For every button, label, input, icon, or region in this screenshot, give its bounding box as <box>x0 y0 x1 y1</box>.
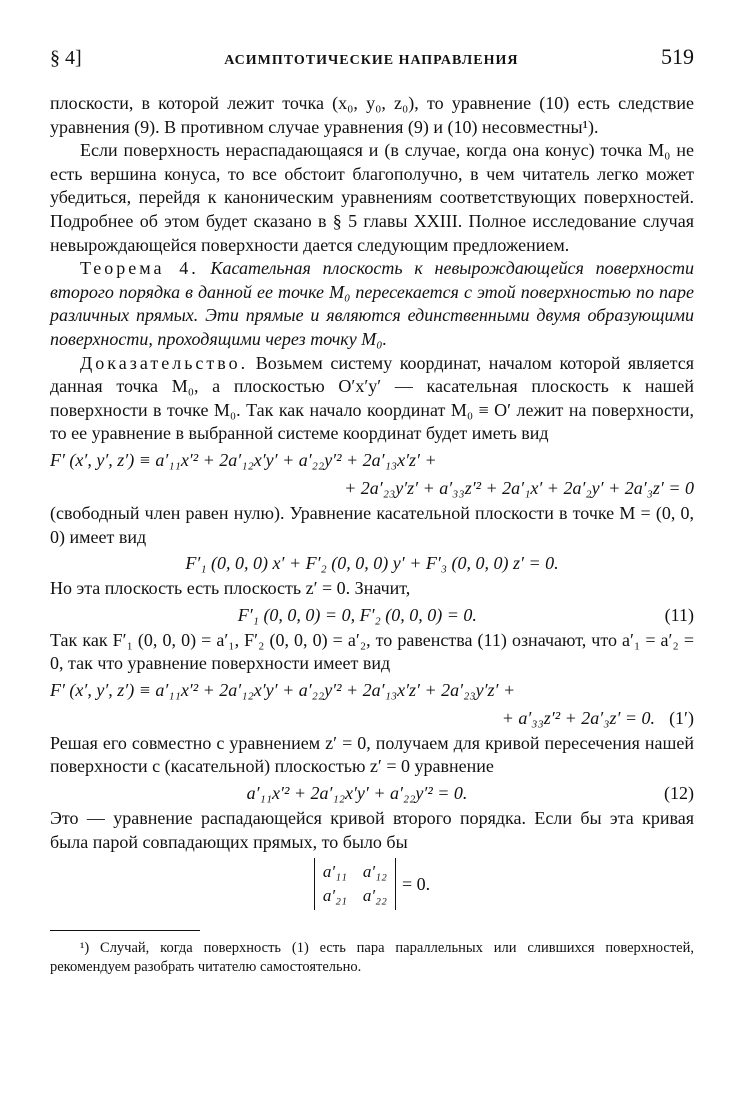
running-title: АСИМПТОТИЧЕСКИЕ НАПРАВЛЕНИЯ <box>224 53 519 68</box>
paragraph-plane-z0: Но эта плоскость есть плоскость z′ = 0. Значит, <box>50 578 411 599</box>
proof <box>50 352 694 446</box>
determinant <box>314 858 396 910</box>
section-number: § 4] <box>50 47 82 69</box>
theorem-4 <box>50 257 694 351</box>
paragraph-coefficients-zero: Так как F′₁ (0, 0, 0) = a′₁, F′₂ (0, 0, 0) = a′₂, то равенства (11) означают, что a′₁ = a′₂ = 0, так что уравнение поверхности имеет вид <box>50 629 694 674</box>
paragraph-tangent-plane: (свободный член равен нулю). Уравнение касательной плоскости в точке M = (0, 0, 0) имеет вид <box>50 502 694 547</box>
equation-11 <box>50 601 694 629</box>
matrix-a21: a′₂₁ <box>322 886 347 906</box>
equation-12 <box>50 779 694 807</box>
paragraph-continuation: плоскости, в которой лежит точка (x₀, y₀, z₀), то уравнение (10) есть следствие уравнения (9). В противном случае уравнения (9) и (10) несовместны¹). <box>50 93 694 137</box>
equation-11-body: F′₁ (0, 0, 0) = 0, F′₂ (0, 0, 0) = 0. <box>237 604 477 625</box>
equation-1prime-line2 <box>50 704 694 732</box>
footnote: ¹) Случай, когда поверхность (1) есть пара параллельных или слившихся поверхностей, рекомендуем разобрать читателю самостоятельно. <box>50 940 694 976</box>
proof-text: Возьмем систему координат, началом которой является данная точка M₀, а плоскостью O′x′y′ — касательная плоскость к нашей поверхности в точке M₀. Так как начало координат M₀ ≡ O′ лежит на поверхности, то ее уравнение в выбранной системе координат будет иметь вид <box>50 352 695 444</box>
paragraph-intersection: Решая его совместно с уравнением z′ = 0, получаем для кривой пересечения нашей поверхности с (касательной) плоскостью z′ = 0 уравнение <box>50 732 694 777</box>
running-head <box>50 44 694 74</box>
equation-11-number: (11) <box>664 604 694 625</box>
matrix-a12: a′₁₂ <box>362 862 387 882</box>
matrix-a11: a′₁₁ <box>322 862 347 882</box>
footnote-rule <box>50 930 200 931</box>
equation-tangent-plane: F′₁ (0, 0, 0) x′ + F′₂ (0, 0, 0) y′ + F′₃ (0, 0, 0) z′ = 0. <box>185 553 559 574</box>
equation-12-number: (12) <box>664 783 694 804</box>
theorem-label: Теорема 4. <box>80 258 199 279</box>
determinant-equation <box>50 858 694 910</box>
page-number: 519 <box>661 44 694 69</box>
equation-surface-line1: F′ (x′, y′, z′) ≡ a′₁₁x′² + 2a′₁₂x′y′ + a′₂₂y′² + 2a′₁₃x′z′ + <box>50 449 437 470</box>
determinant-equals-zero: = 0. <box>401 873 431 894</box>
paragraph-degenerate-curve: Это — уравнение распадающейся кривой второго порядка. Если бы эта кривая была парой совпадающих прямых, то было бы <box>50 808 694 852</box>
theorem-statement: Касательная плоскость к невырождающейся поверхности второго порядка в данной ее точке M₀ пересекается с этой поверхностью по паре различных прямых. Эти прямые и являются единственными двумя образующими поверхности, проходящими через точку M₀. <box>50 258 695 349</box>
proof-label: Доказательство. <box>80 352 249 373</box>
equation-1prime-body: + a′₃₃z′² + 2a′₃z′ = 0. <box>501 707 656 728</box>
equation-12-body: a′₁₁x′² + 2a′₁₂x′y′ + a′₂₂y′² = 0. <box>246 783 468 804</box>
equation-1prime-line1: F′ (x′, y′, z′) ≡ a′₁₁x′² + 2a′₁₂x′y′ + a′₂₂y′² + 2a′₁₃x′z′ + 2a′₂₃y′z′ + <box>50 679 516 700</box>
paragraph-nondegenerate: Если поверхность нераспадающаяся и (в случае, когда она конус) точка M₀ не есть вершина конуса, то все обстоит благополучно, в чем читатель легко может убедиться, перейдя к каноническим уравнениям соответствующих поверхностей. Подробнее об этом будет сказано в § 5 главы XXIII. Полное исследование случая невырождающейся поверхности дается следующим предложением. <box>50 140 694 255</box>
matrix-a22: a′₂₂ <box>362 886 387 906</box>
equation-surface-line2: + 2a′₂₃y′z′ + a′₃₃z′² + 2a′₁x′ + 2a′₂y′ + 2a′₃z′ = 0 <box>344 477 694 498</box>
equation-1prime-number: (1′) <box>669 707 694 728</box>
